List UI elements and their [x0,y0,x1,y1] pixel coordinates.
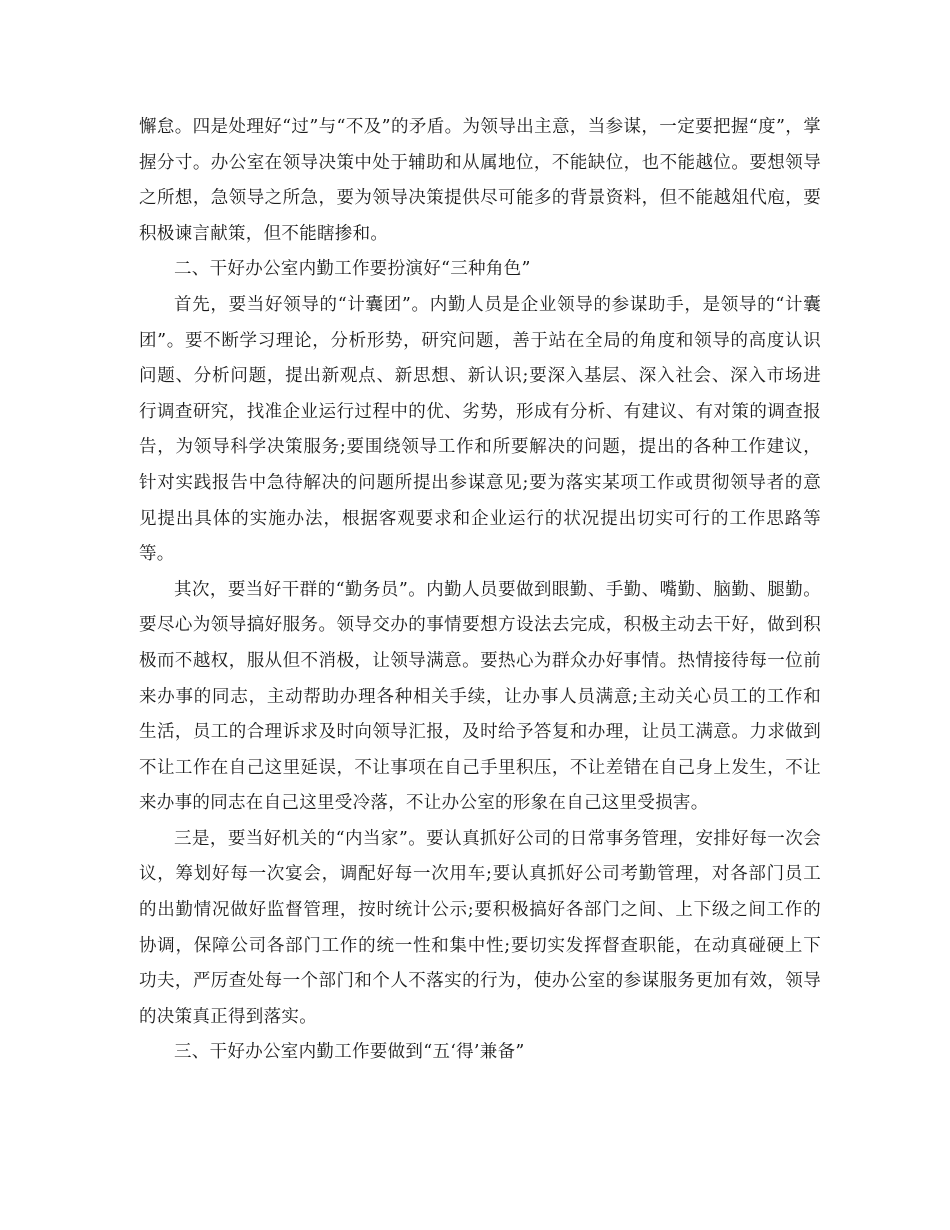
body-paragraph-continuation: 懈怠。四是处理好“过”与“不及”的矛盾。为领导出主意，当参谋，一定要把握“度”，掌握分寸。办公室在领导决策中处于辅助和从属地位，不能缺位，也不能越位。要想领导之所想，急领导之所急，要为领导决策提供尽可能多的背景资料，但不能越俎代庖，要积极谏言献策，但不能瞎掺和。 [139,117,821,244]
section-heading-two: 二、干好办公室内勤工作要扮演好“三种角色” [174,259,531,280]
body-paragraph-first-role: 首先，要当好领导的“计囊团”。内勤人员是企业领导的参谋助手，是领导的“计囊团”。要不断学习理论，分析形势，研究问题，善于站在全局的角度和领导的高度认识问题、分析问题，提出新观点、新思想、新认识;要深入基层、深入社会、深入市场进行调查研究，找准企业运行过程中的优、劣势，形成有分析、有建议、有对策的调查报告，为领导科学决策服务;要围绕领导工作和所要解决的问题，提出的各种工作建议，针对实践报告中急待解决的问题所提出参谋意见;要为落实某项工作或贯彻领导者的意见提出具体的实施办法，根据客观要求和企业运行的状况提出切实可行的工作思路等等。 [139,294,821,565]
body-paragraph-third-role: 三是，要当好机关的“内当家”。要认真抓好公司的日常事务管理，安排好每一次会议，筹划好每一次宴会，调配好每一次用车;要认真抓好公司考勤管理，对各部门员工的出勤情况做好监督管理，按时统计公示;要积极搞好各部门之间、上下级之间工作的协调，保障公司各部门工作的统一性和集中性;要切实发挥督查职能，在动真碰硬上下功夫，严厉查处每一个部门和个人不落实的行为，使办公室的参谋服务更加有效，领导的决策真正得到落实。 [139,828,821,1027]
body-paragraph-second-role: 其次，要当好干群的“勤务员”。内勤人员要做到眼勤、手勤、嘴勤、脑勤、腿勤。要尽心为领导搞好服务。领导交办的事情要想方设法去完成，积极主动去干好，做到积极而不越权，服从但不消极，让领导满意。要热心为群众办好事情。热情接待每一位前来办事的同志，主动帮助办理各种相关手续，让办事人员满意;主动关心员工的工作和生活，员工的合理诉求及时向领导汇报，及时给予答复和办理，让员工满意。力求做到不让工作在自己这里延误，不让事项在自己手里积压，不让差错在自己身上发生，不让来办事的同志在自己这里受冷落，不让办公室的形象在自己这里受损害。 [139,579,821,814]
document-page [139,110,821,1071]
section-heading-three: 三、干好办公室内勤工作要做到“五‘得’兼备” [174,1042,525,1063]
